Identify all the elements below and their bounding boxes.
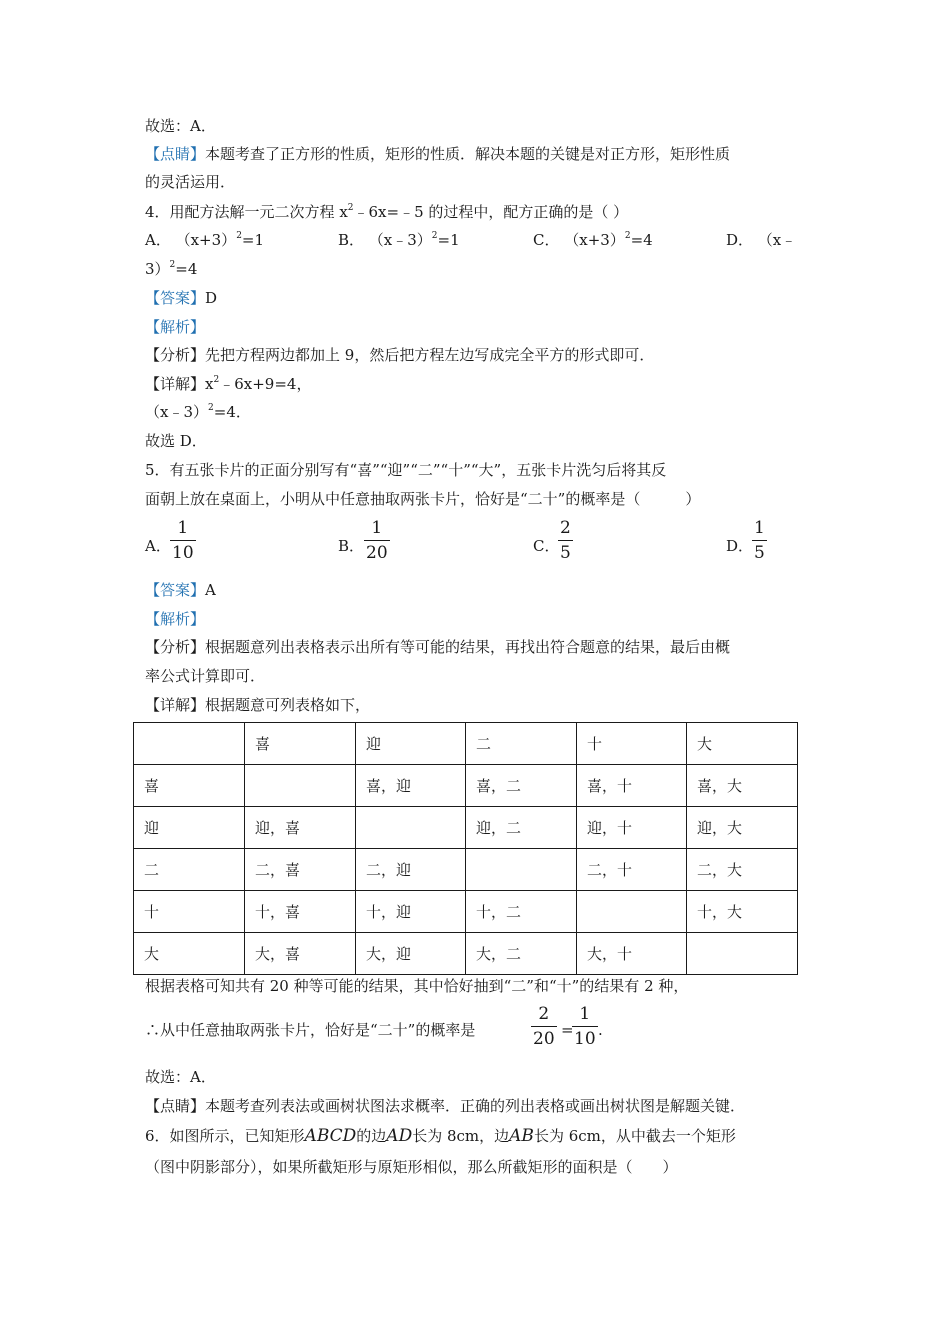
q5-fenxi: 【分析】根据题意列出表格表示出所有等可能的结果，再找出符合题意的结果，最后由概 <box>145 638 731 656</box>
table-cell <box>356 807 466 849</box>
q5-dianjing: 【点睛】本题考查列表法或画树状图法求概率．正确的列出表格或画出树状图是解题关键． <box>145 1097 746 1115</box>
q4-jiexi-tag: 【解析】 <box>145 318 206 336</box>
table-cell <box>466 849 577 891</box>
q5-choose: 故选：A． <box>145 1068 216 1086</box>
q4-xiangjie-2: （x﹣3）$^2$=4． <box>145 403 251 421</box>
q5-option-a-label: A． <box>145 537 171 555</box>
q4-option-a: A． $(x+3)^2=1$ <box>145 231 265 249</box>
table-cell: 二，迎 <box>356 849 466 891</box>
table-cell <box>245 765 356 807</box>
dianjing-text: 本题考查了正方形的性质，矩形的性质．解决本题的关键是对正方形，矩形性质 <box>205 145 731 163</box>
table-row <box>134 765 798 807</box>
q4-answer: 【答案】D <box>145 289 218 307</box>
q5-stem-1: 5．有五张卡片的正面分别写有“喜”“迎”“二”“十”“大”，五张卡片洗匀后将其反 <box>145 461 667 479</box>
dianjing-line <box>145 144 730 164</box>
result-frac-1: 2 20 <box>533 1004 555 1049</box>
table-cell: 十 <box>577 723 687 765</box>
q5-option-a-frac: 1 10 <box>172 518 194 563</box>
q4-xiangjie: 【详解】$x^2﹣6x+9=4$， <box>145 375 312 393</box>
q5-conclusion-2: ∴从中任意抽取两张卡片，恰好是“二十”的概率是 <box>145 1021 476 1039</box>
table-cell <box>687 933 798 975</box>
table-row <box>134 807 798 849</box>
q5-option-c-label: C． <box>533 537 560 555</box>
period: . <box>598 1021 603 1039</box>
q4-option-c: C． $(x+3)^2=4$ <box>533 231 653 249</box>
table-cell: 迎，喜 <box>245 807 356 849</box>
table-cell: 喜，迎 <box>356 765 466 807</box>
table-cell: 二 <box>466 723 577 765</box>
table-cell: 迎，十 <box>577 807 687 849</box>
table-cell: 二，喜 <box>245 849 356 891</box>
dianjing-line-2: 的灵活运用． <box>145 173 236 191</box>
q6-stem-1: 6．如图所示，已知矩形ABCD的边AD长为 8cm，边AB长为 6cm，从中截去一个矩形 <box>145 1126 736 1146</box>
table-cell: 迎 <box>356 723 466 765</box>
table-cell: 迎，二 <box>466 807 577 849</box>
table-cell: 大，二 <box>466 933 577 975</box>
table-cell: 大，十 <box>577 933 687 975</box>
equals-sign: = <box>561 1021 574 1039</box>
table-cell <box>134 723 245 765</box>
q5-xiangjie: 【详解】根据题意可列表格如下， <box>145 696 371 714</box>
table-cell: 迎，大 <box>687 807 798 849</box>
table-cell: 二，十 <box>577 849 687 891</box>
result-frac-2: 1 10 <box>574 1004 596 1049</box>
q5-option-c-frac: 2 5 <box>560 518 571 563</box>
table-cell: 二 <box>134 849 245 891</box>
table-cell: 迎 <box>134 807 245 849</box>
q5-fenxi-2: 率公式计算即可． <box>145 667 266 685</box>
table-cell: 喜，二 <box>466 765 577 807</box>
table-row <box>134 891 798 933</box>
table-cell: 十，大 <box>687 891 798 933</box>
outcome-table <box>133 722 798 975</box>
q4-option-d-cont: 3）$^2$=4 <box>145 260 198 278</box>
table-cell: 十，迎 <box>356 891 466 933</box>
conclusion-line: 故选：A． <box>145 117 216 135</box>
q4-fenxi: 【分析】先把方程两边都加上 9，然后把方程左边写成完全平方的形式即可． <box>145 346 655 364</box>
q5-stem-2: 面朝上放在桌面上，小明从中任意抽取两张卡片，恰好是“二十”的概率是（ ） <box>145 490 701 508</box>
table-cell: 二，大 <box>687 849 798 891</box>
q6-stem-2: （图中阴影部分），如果所截矩形与原矩形相似，那么所截矩形的面积是（ ） <box>145 1158 678 1176</box>
q4-choose: 故选 D． <box>145 432 207 450</box>
q5-option-b-label: B． <box>338 537 365 555</box>
q4-option-d: D． （x﹣ <box>726 231 797 249</box>
q5-jiexi-tag: 【解析】 <box>145 610 206 628</box>
q5-answer: 【答案】A <box>145 581 216 599</box>
q5-option-d-label: D． <box>726 537 754 555</box>
table-cell: 大 <box>134 933 245 975</box>
table-cell: 十，喜 <box>245 891 356 933</box>
table-cell: 十，二 <box>466 891 577 933</box>
table-cell: 喜，十 <box>577 765 687 807</box>
table-cell <box>577 891 687 933</box>
table-row <box>134 849 798 891</box>
q5-option-b-frac: 1 20 <box>366 518 388 563</box>
table-row <box>134 723 798 765</box>
table-cell: 大，喜 <box>245 933 356 975</box>
q4-option-b: B． （x﹣3）$^2$=1 <box>338 231 460 249</box>
table-cell: 大 <box>687 723 798 765</box>
table-cell: 十 <box>134 891 245 933</box>
table-cell: 喜 <box>134 765 245 807</box>
table-cell: 喜，大 <box>687 765 798 807</box>
q5-conclusion-1: 根据表格可知共有 20 种等可能的结果，其中恰好抽到“二”和“十”的结果有 2 种， <box>145 977 689 995</box>
table-cell: 喜 <box>245 723 356 765</box>
dianjing-tag: 【点睛】 <box>145 145 206 163</box>
table-cell: 大，迎 <box>356 933 466 975</box>
table-row <box>134 933 798 975</box>
q5-option-d-frac: 1 5 <box>754 518 765 563</box>
q4-stem: 4．用配方法解一元二次方程 $x^2﹣6x=﹣5$ 的过程中，配方正确的是（ ） <box>145 203 629 221</box>
